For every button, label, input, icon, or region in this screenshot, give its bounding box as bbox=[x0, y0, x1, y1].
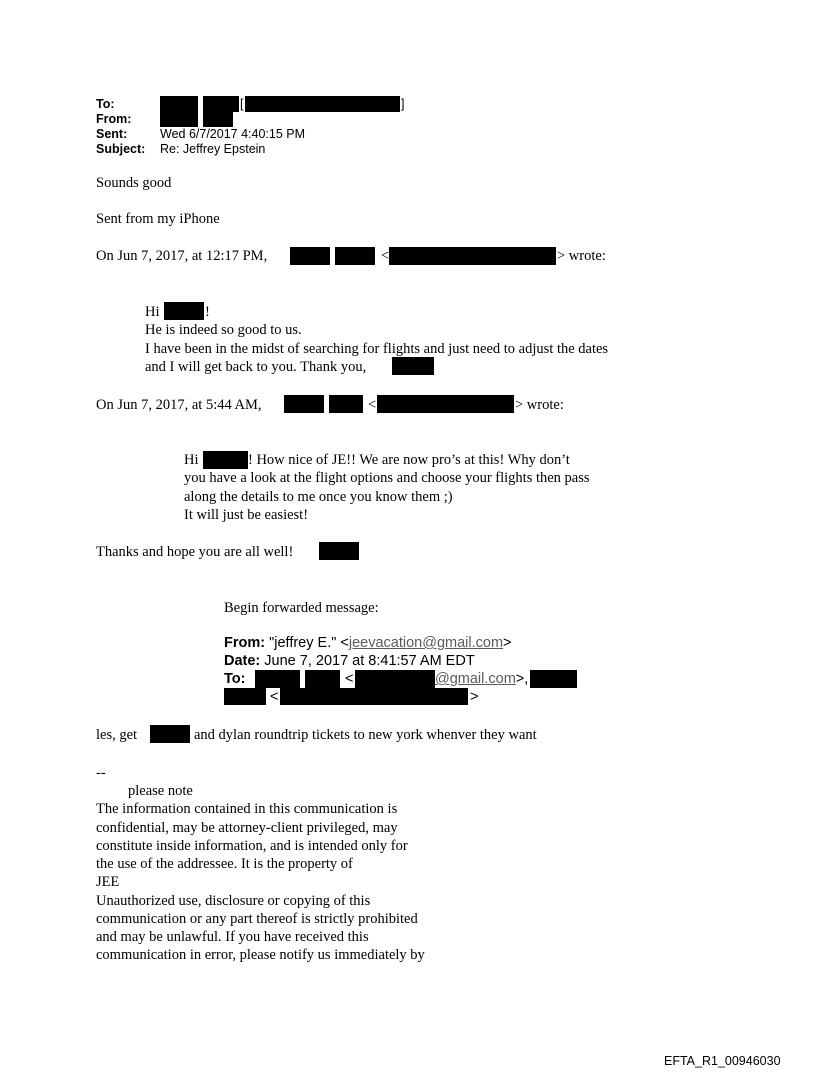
subject-label: Subject: bbox=[96, 142, 146, 156]
sent-value: Wed 6/7/2017 4:40:15 PM bbox=[160, 127, 306, 141]
redaction-block bbox=[355, 670, 435, 688]
quote2-line: It will just be easiest! bbox=[184, 507, 309, 523]
quote1-wrote: > wrote: bbox=[557, 248, 606, 264]
quote1-line: I have been in the midst of searching for flights and just need to adjust the dates bbox=[145, 341, 609, 357]
redaction-block bbox=[245, 96, 400, 112]
forwarded-to-email[interactable]: @gmail.com bbox=[435, 671, 516, 687]
disclaimer-line: communication in error, please notify us immediately by bbox=[96, 947, 425, 963]
disclaimer-line: JEE bbox=[96, 874, 120, 890]
quote1-line: and I will get back to you. Thank you, bbox=[145, 359, 367, 375]
disclaimer-line: confidential, may be attorney-client privileged, may bbox=[96, 820, 398, 836]
disclaimer-line: Unauthorized use, disclosure or copying of this bbox=[96, 893, 371, 909]
forwarded-to-email-line bbox=[435, 671, 528, 688]
forwarded-date-label: Date: bbox=[224, 653, 261, 669]
redaction-block bbox=[530, 670, 577, 688]
disclaimer-line: constitute inside information, and is intended only for bbox=[96, 838, 408, 854]
subject-value: Re: Jeffrey Epstein bbox=[160, 142, 266, 156]
quote2-hi: Hi bbox=[184, 452, 199, 468]
forwarded-from-close: > bbox=[503, 635, 512, 651]
quote2-line: along the details to me once you know them ;) bbox=[184, 489, 453, 505]
quote2-line: ! How nice of JE!! We are now pro’s at this! Why don’t bbox=[248, 452, 570, 468]
quote2-thanks: Thanks and hope you are all well! bbox=[96, 544, 294, 560]
quote2-attribution: On Jun 7, 2017, at 5:44 AM, bbox=[96, 397, 262, 413]
reply-signature: Sent from my iPhone bbox=[96, 211, 220, 227]
quote2-wrote: > wrote: bbox=[515, 397, 564, 413]
forwarded-date-line bbox=[224, 653, 475, 670]
to-bracket-close: ] bbox=[401, 97, 405, 111]
disclaimer-line: and may be unlawful. If you have received this bbox=[96, 929, 369, 945]
redaction-block bbox=[255, 670, 300, 688]
redaction-block bbox=[164, 302, 204, 320]
reply-line: Sounds good bbox=[96, 175, 172, 191]
redaction-block bbox=[392, 357, 434, 375]
redaction-block bbox=[203, 96, 239, 112]
redaction-block bbox=[203, 112, 233, 127]
forwarded-from-email[interactable]: jeevacation@gmail.com bbox=[348, 635, 504, 651]
message-suffix: and dylan roundtrip tickets to new york whenver they want bbox=[194, 727, 537, 743]
forwarded-from-line bbox=[224, 635, 512, 652]
disclaimer-line: communication or any part thereof is strictly prohibited bbox=[96, 911, 418, 927]
message-prefix: les, get bbox=[96, 727, 138, 743]
redaction-block bbox=[389, 247, 556, 265]
from-label: From: bbox=[96, 112, 132, 126]
redaction-block bbox=[290, 247, 330, 265]
redaction-block bbox=[224, 688, 266, 705]
quote2-line: you have a look at the flight options and choose your flights then pass bbox=[184, 470, 590, 486]
forwarded-to-lt2: < bbox=[270, 689, 279, 705]
to-bracket-open: [ bbox=[240, 97, 244, 111]
redaction-block bbox=[203, 451, 248, 469]
forwarded-to-label-wrap bbox=[224, 671, 245, 688]
signature-please-note: please note bbox=[128, 783, 193, 799]
redaction-block bbox=[377, 395, 514, 413]
forwarded-begin: Begin forwarded message: bbox=[224, 600, 379, 616]
forwarded-to-lt: < bbox=[345, 671, 354, 687]
forwarded-to-close2: > bbox=[470, 689, 479, 705]
forwarded-from-name: "jeffrey E." < bbox=[265, 635, 349, 651]
quote1-attribution: On Jun 7, 2017, at 12:17 PM, bbox=[96, 248, 268, 264]
disclaimer-line: The information contained in this communication is bbox=[96, 801, 398, 817]
redaction-block bbox=[284, 395, 324, 413]
forwarded-date-value: June 7, 2017 at 8:41:57 AM EDT bbox=[260, 653, 475, 669]
redaction-block bbox=[280, 688, 468, 705]
document-id: EFTA_R1_00946030 bbox=[664, 1054, 781, 1068]
quote1-hi: Hi bbox=[145, 304, 160, 320]
redaction-block bbox=[150, 725, 190, 743]
forwarded-from-label: From: bbox=[224, 635, 266, 651]
redaction-block bbox=[160, 96, 198, 112]
quote1-hi-bang: ! bbox=[205, 304, 210, 320]
signature-dashes: -- bbox=[96, 765, 106, 781]
redaction-block bbox=[319, 542, 359, 560]
forwarded-to-label: To: bbox=[224, 671, 246, 687]
forwarded-to-close: >, bbox=[515, 671, 529, 687]
to-label: To: bbox=[96, 97, 115, 111]
redaction-block bbox=[329, 395, 363, 413]
disclaimer-line: the use of the addressee. It is the property of bbox=[96, 856, 353, 872]
redaction-block bbox=[305, 670, 340, 688]
sent-label: Sent: bbox=[96, 127, 128, 141]
redaction-block bbox=[335, 247, 375, 265]
redaction-block bbox=[160, 112, 198, 127]
quote2-lt: < bbox=[368, 397, 377, 413]
quote1-lt: < bbox=[381, 248, 390, 264]
quote1-line: He is indeed so good to us. bbox=[145, 322, 302, 338]
